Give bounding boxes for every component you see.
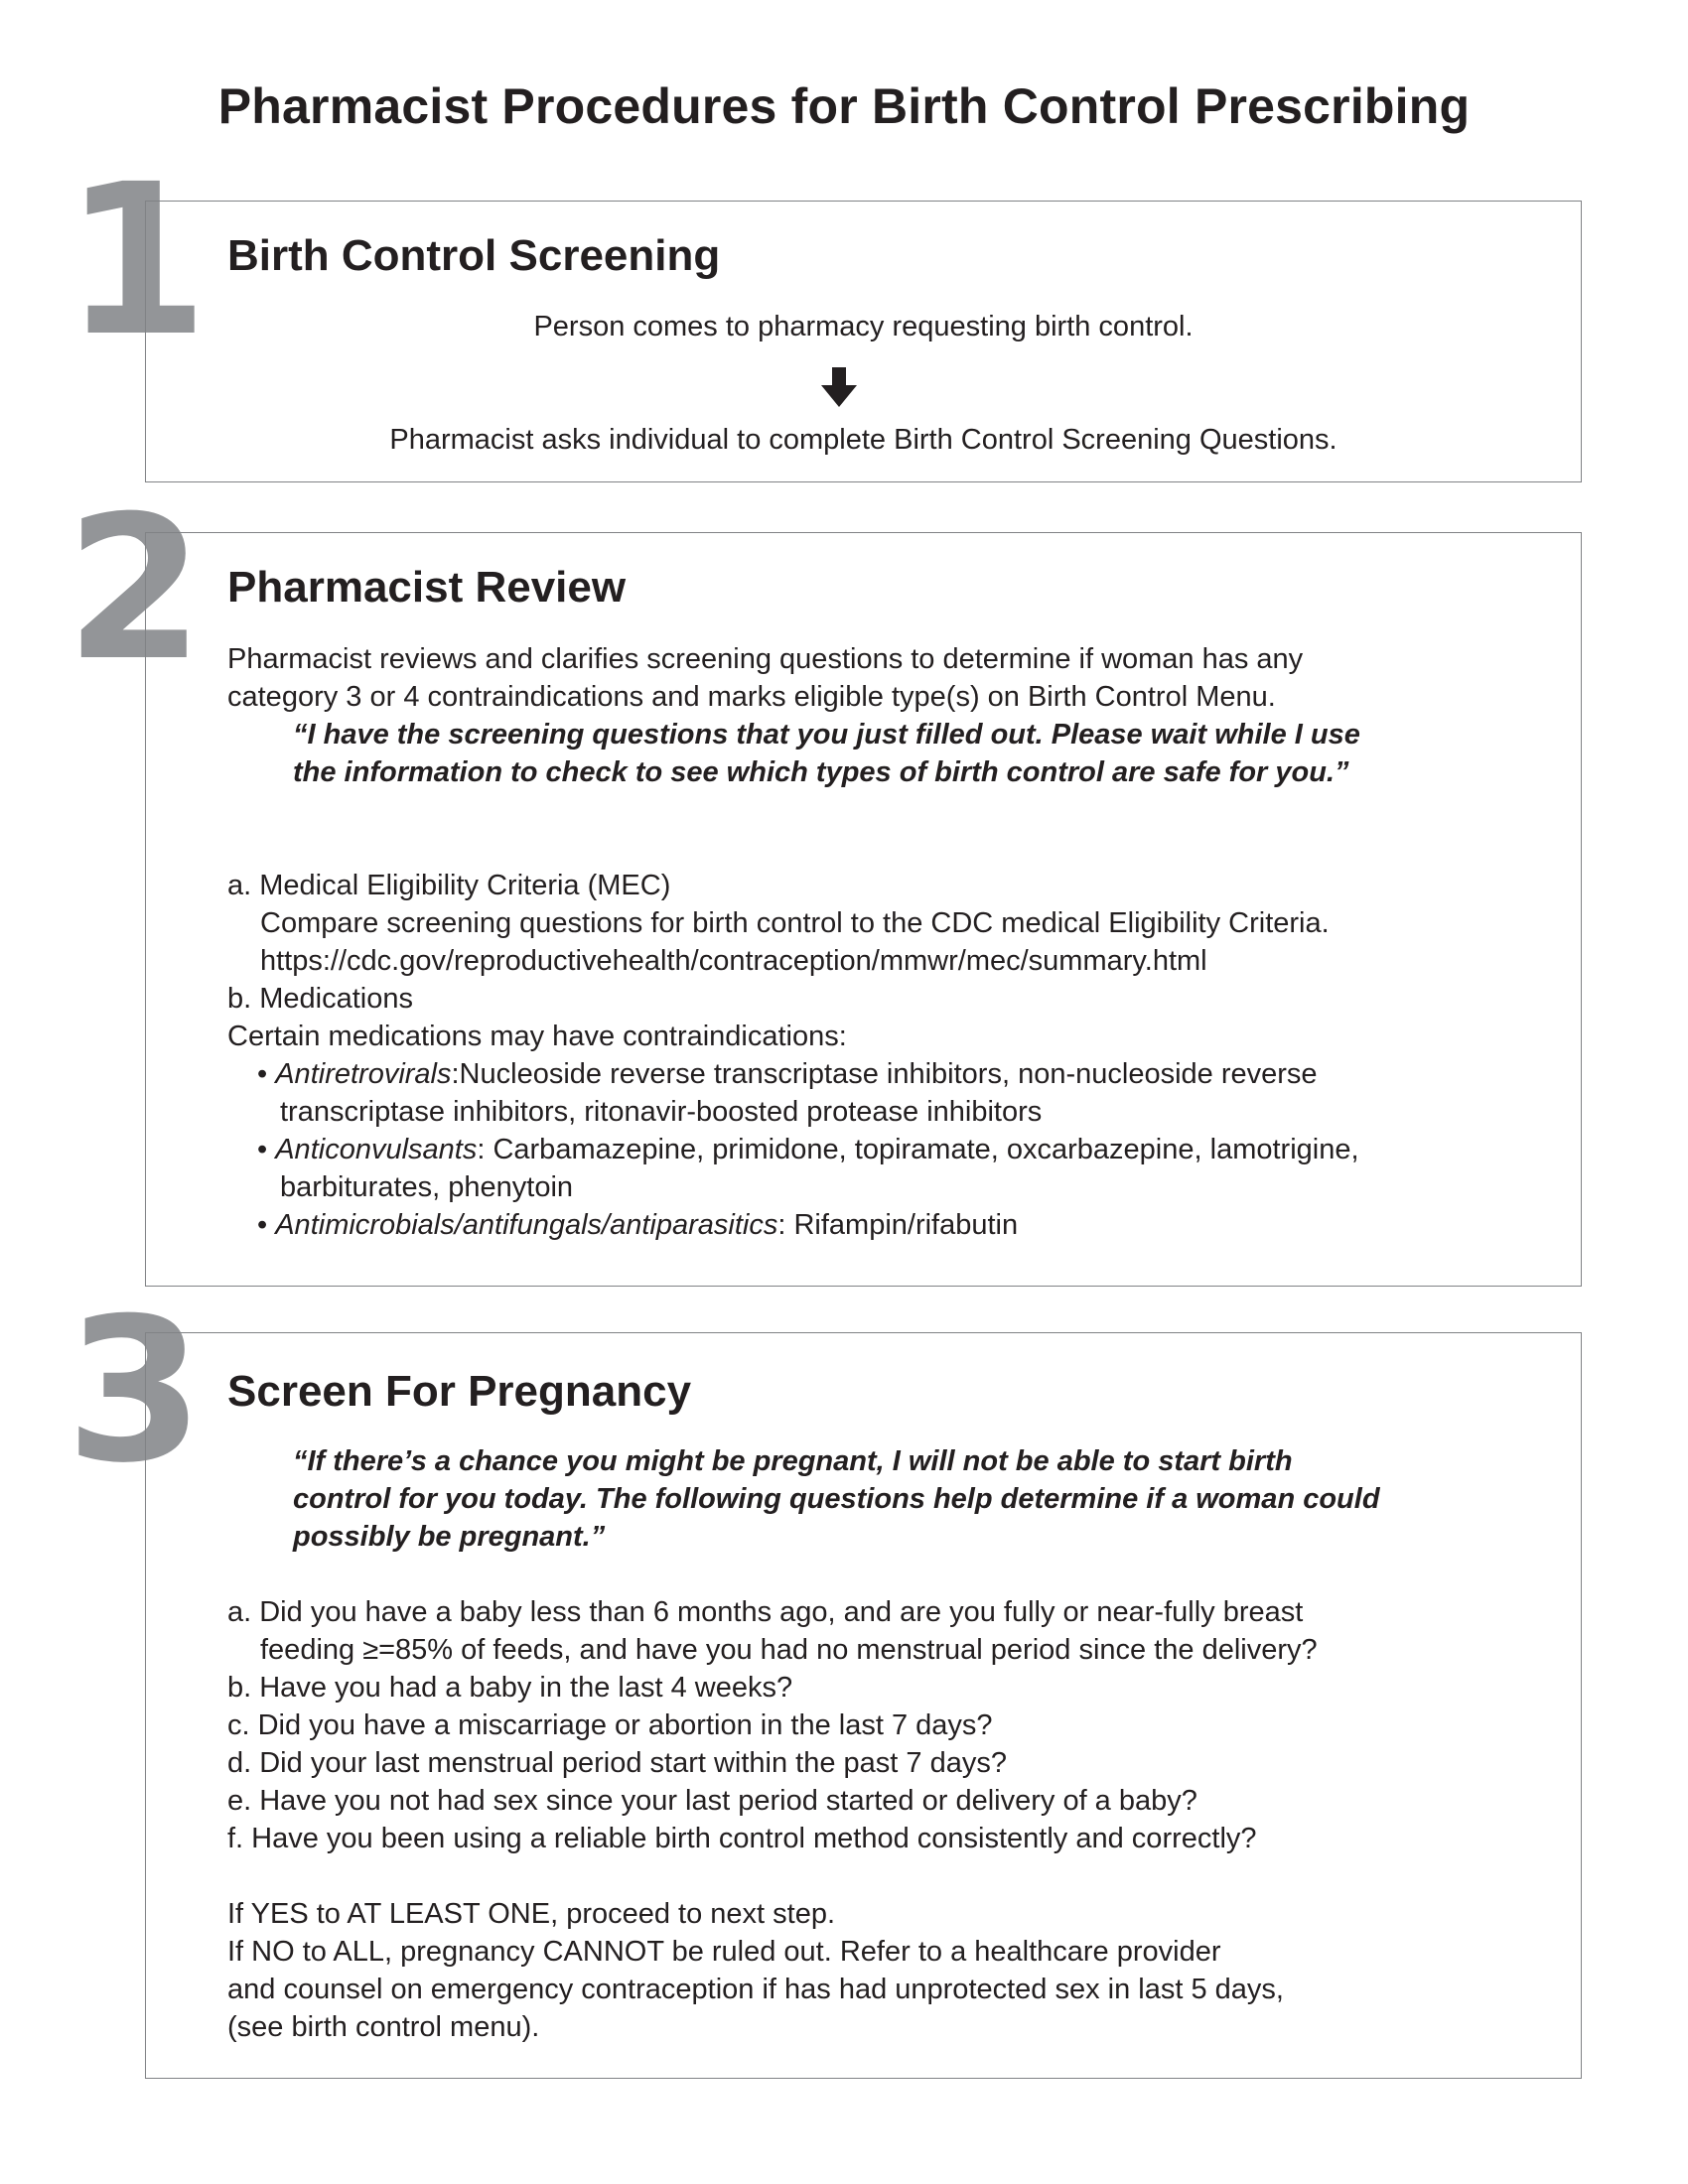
step-2-list <box>227 867 1359 1244</box>
step-2-quote-line-1: “I have the screening questions that you just filled out. Please wait while I use <box>293 719 1360 751</box>
pregnancy-questions <box>227 1593 1318 1857</box>
bullet-icon: • <box>257 1134 276 1165</box>
step-2-heading: Pharmacist Review <box>227 563 627 612</box>
yes-rule-text: to <box>308 1898 348 1930</box>
step-2-quote-line-2: the information to check to see which types of birth control are safe for you.” <box>293 756 1349 788</box>
medication-bullet <box>227 1206 1359 1244</box>
question-a-continuation: feeding ≥=85% of feeds, and have you had no menstrual period since the delivery? <box>260 1634 1318 1666</box>
mec-item-url: https://cdc.gov/reproductivehealth/contraception/mmwr/mec/summary.html <box>260 945 1207 977</box>
mec-item-detail-line-1: Compare screening questions for birth control to the CDC medical Eligibility Criteria. <box>260 907 1330 939</box>
step-3-box <box>145 1332 1582 2079</box>
yes-rule-text: If <box>227 1898 251 1930</box>
medication-class-text: :Nucleoside reverse transcriptase inhibitors, non-nucleoside reverse <box>451 1058 1318 1090</box>
medication-class-label: Antiretrovirals <box>275 1058 452 1090</box>
mec-item-label: a. Medical Eligibility Criteria (MEC) <box>227 870 671 901</box>
arrow-down-icon <box>821 367 857 407</box>
medication-class-label: Antimicrobials/antifungals/antiparasitics <box>275 1209 778 1241</box>
step-3-quote-line-3: possibly be pregnant.” <box>293 1521 606 1553</box>
no-rule-text: be ruled out. Refer to a healthcare provider <box>663 1936 1221 1968</box>
medication-bullet <box>227 1131 1359 1168</box>
no-rule-text: If <box>227 1936 252 1968</box>
question-d: d. Did your last menstrual period start within the past 7 days? <box>227 1747 1007 1779</box>
step-1-box <box>145 201 1582 482</box>
step-2-quote <box>293 716 1360 791</box>
question-c: c. Did you have a miscarriage or abortion in the last 7 days? <box>227 1709 993 1741</box>
no-keyword: NO <box>251 1936 295 1968</box>
medication-bullet <box>227 1055 1359 1093</box>
yes-keyword: YES <box>250 1898 309 1930</box>
step-number-3: 3 <box>66 1276 205 1507</box>
medication-class-text: : Carbamazepine, primidone, topiramate, oxcarbazepine, lamotrigine, <box>477 1134 1359 1165</box>
step-1-heading: Birth Control Screening <box>227 231 721 280</box>
step-3-quote <box>293 1442 1380 1556</box>
yes-rule <box>227 1895 1284 1933</box>
medication-bullet-continuation: barbiturates, phenytoin <box>280 1171 574 1203</box>
step-2-intro-line-2: category 3 or 4 contraindications and marks eligible type(s) on Birth Control Menu. <box>227 681 1276 713</box>
page-title: Pharmacist Procedures for Birth Control Prescribing <box>217 78 1471 134</box>
step-2-intro <box>227 640 1303 716</box>
bullet-icon: • <box>257 1058 276 1090</box>
yes-rule-text: , proceed to next step. <box>550 1898 836 1930</box>
no-rule-line-2: and counsel on emergency contraception if has had unprotected sex in last 5 days, <box>227 1974 1284 2005</box>
no-rule-text: , pregnancy <box>383 1936 543 1968</box>
medication-class-label: Anticonvulsants <box>275 1134 478 1165</box>
no-rule-text: to <box>294 1936 334 1968</box>
cannot-keyword: CANNOT <box>542 1936 664 1968</box>
step-number-2: 2 <box>66 474 205 705</box>
all-keyword: ALL <box>333 1936 384 1968</box>
question-b: b. Have you had a baby in the last 4 weeks? <box>227 1672 793 1704</box>
step-3-quote-line-1: “If there’s a chance you might be pregnant, I will not be able to start birth <box>293 1445 1293 1477</box>
no-rule-line-3: (see birth control menu). <box>227 2011 540 2043</box>
medications-intro: Certain medications may have contraindications: <box>227 1021 847 1052</box>
step-2-intro-line-1: Pharmacist reviews and clarifies screening questions to determine if woman has any <box>227 643 1304 675</box>
question-e: e. Have you not had sex since your last period started or delivery of a baby? <box>227 1785 1197 1817</box>
step-3-heading: Screen For Pregnancy <box>227 1367 692 1416</box>
step-1-line-2: Pharmacist asks individual to complete Birth Control Screening Questions. <box>389 424 1337 456</box>
no-rule <box>227 1933 1284 1971</box>
medication-class-text: : Rifampin/rifabutin <box>777 1209 1019 1241</box>
pregnancy-rules <box>227 1895 1284 2046</box>
question-f: f. Have you been using a reliable birth control method consistently and correctly? <box>227 1823 1257 1854</box>
step-2-box <box>145 532 1582 1287</box>
step-1-line-1: Person comes to pharmacy requesting birth control. <box>533 311 1194 342</box>
at-least-one-keyword: AT LEAST ONE <box>347 1898 551 1930</box>
question-a: a. Did you have a baby less than 6 months ago, and are you fully or near-fully breast <box>227 1596 1304 1628</box>
bullet-icon: • <box>257 1209 276 1241</box>
medications-item-label: b. Medications <box>227 983 413 1015</box>
step-3-quote-line-2: control for you today. The following questions help determine if a woman could <box>293 1483 1380 1515</box>
step-number-1: 1 <box>64 139 202 382</box>
medication-bullet-continuation: transcriptase inhibitors, ritonavir-boosted protease inhibitors <box>280 1096 1043 1128</box>
